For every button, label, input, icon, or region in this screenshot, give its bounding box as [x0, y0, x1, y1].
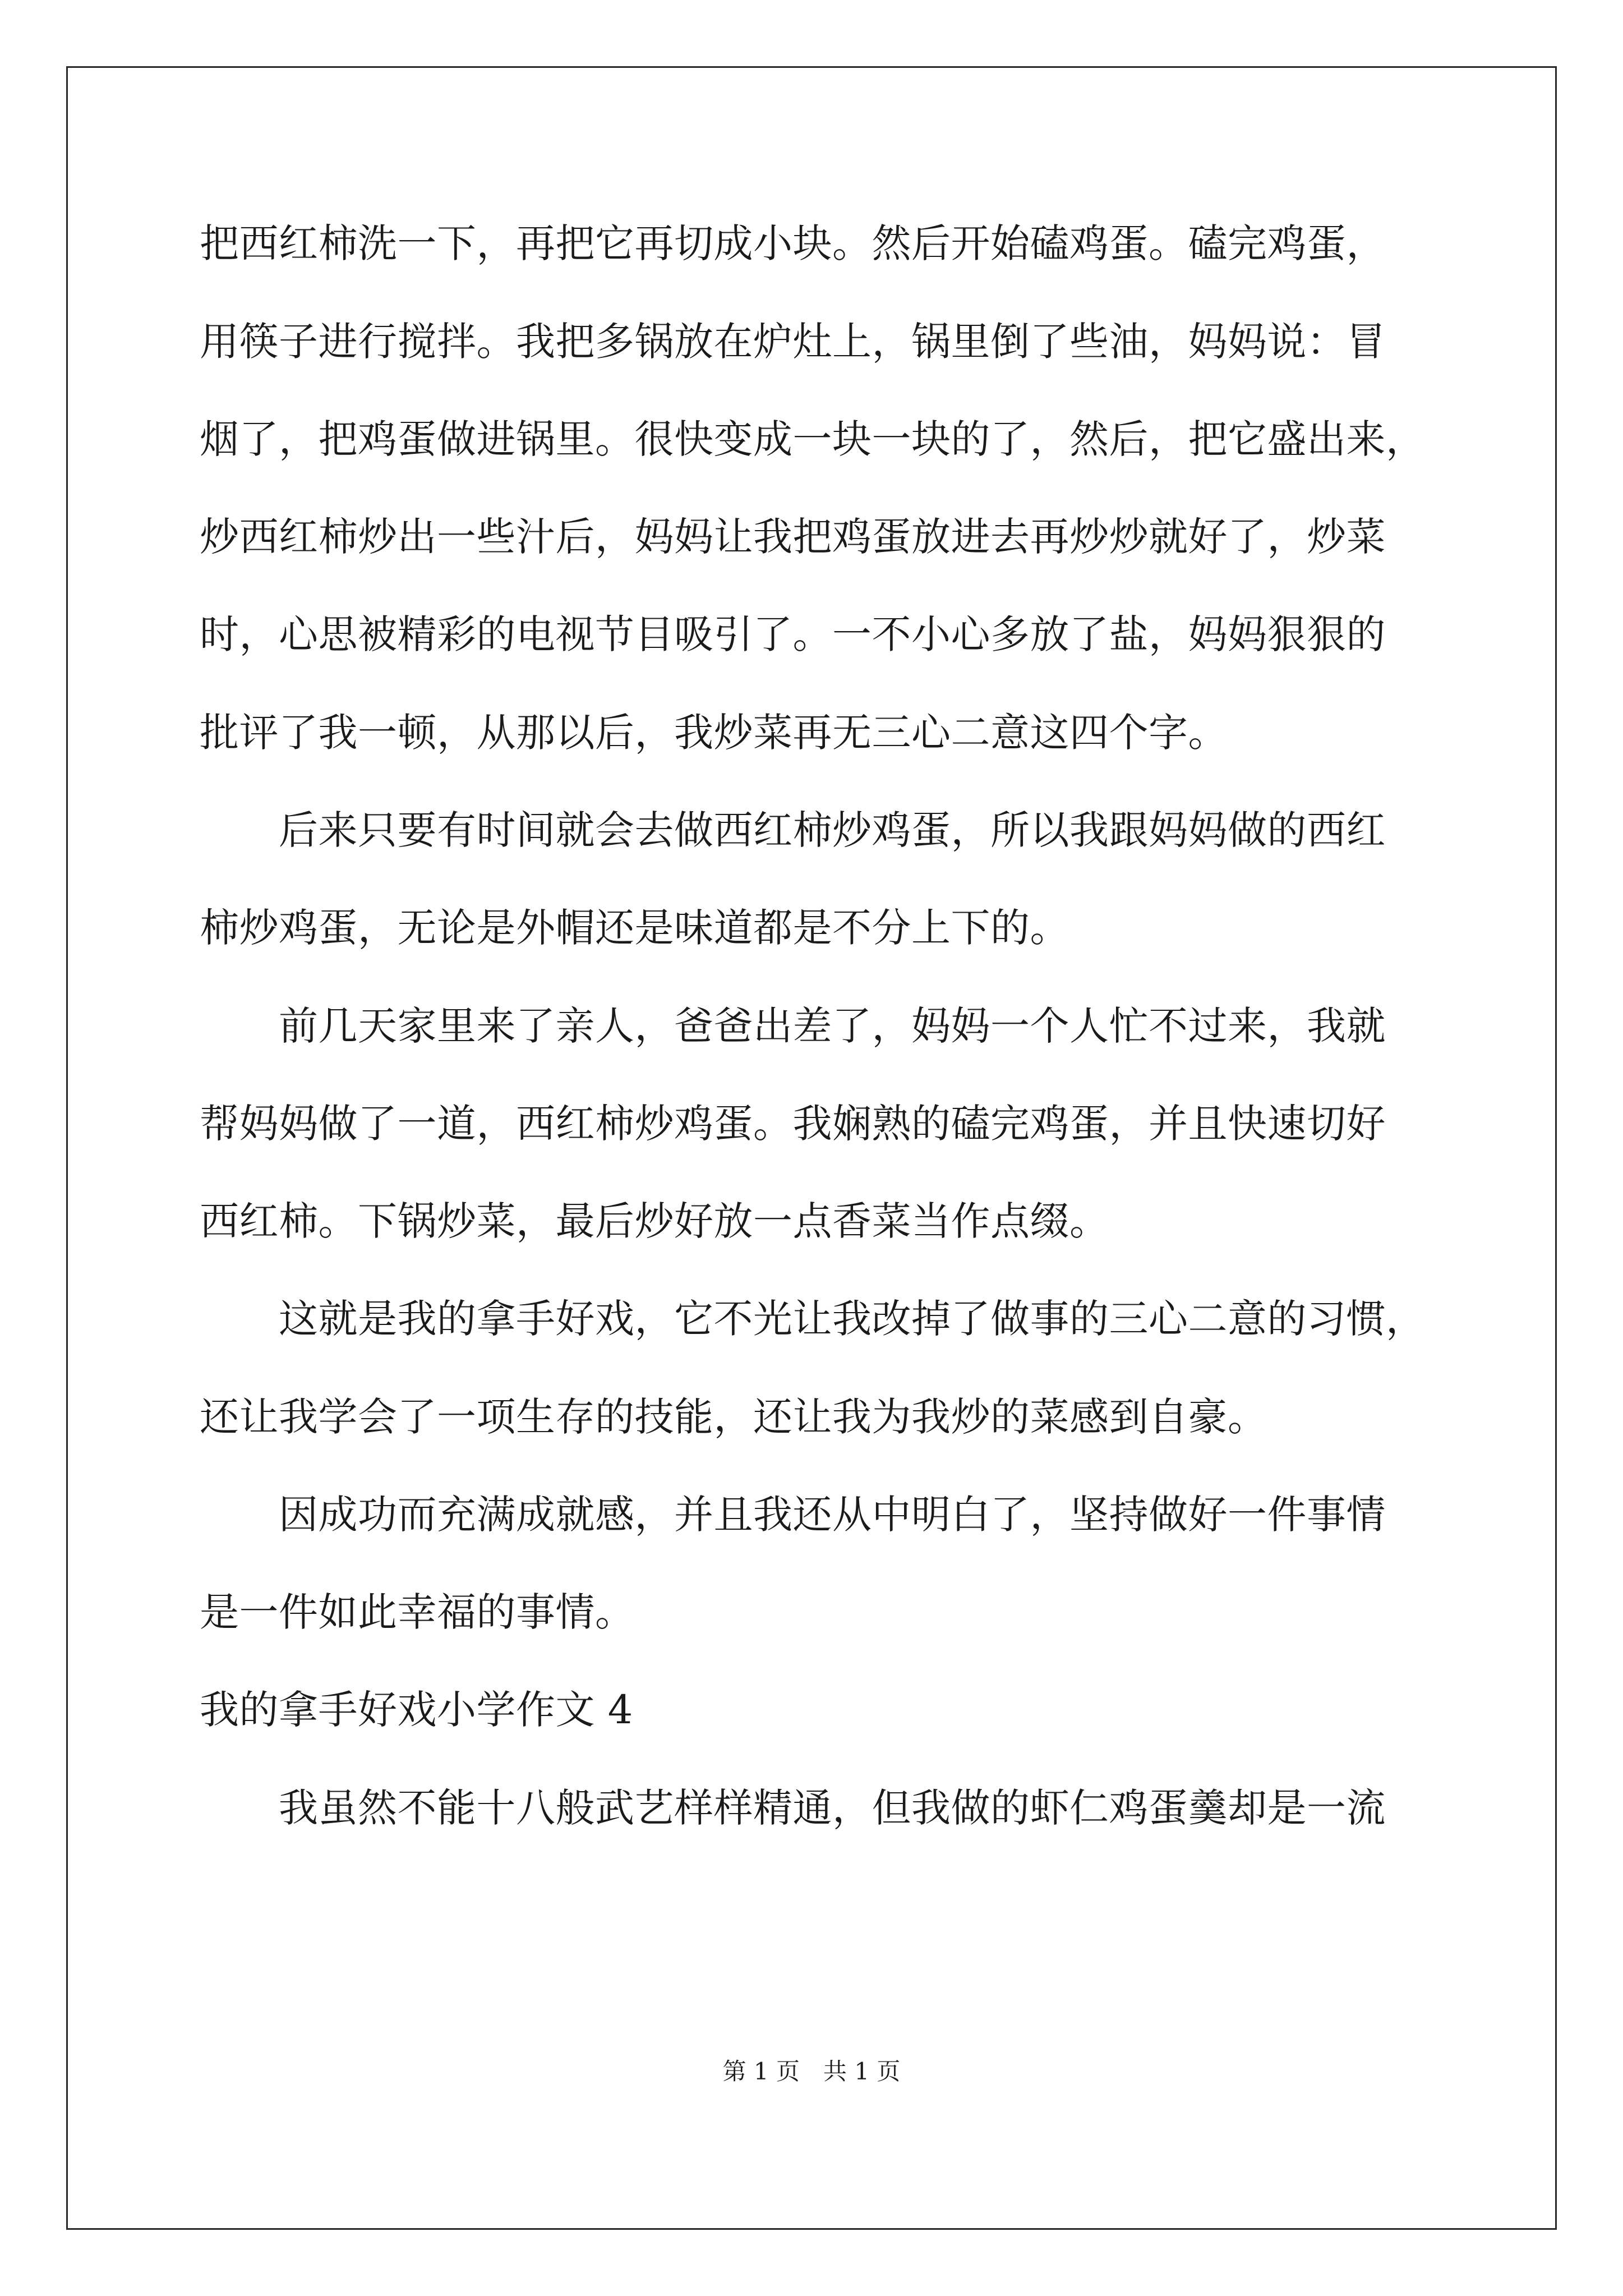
text-line: 炒西红柿炒出一些汁后，妈妈让我把鸡蛋放进去再炒炒就好了，炒菜 [200, 514, 1386, 560]
text-line: 前几天家里来了亲人，爸爸出差了，妈妈一个人忙不过来，我就 [200, 1003, 1386, 1049]
text-line: 这就是我的拿手好戏，它不光让我改掉了做事的三心二意的习惯， [200, 1296, 1426, 1342]
text-line: 帮妈妈做了一道，西红柿炒鸡蛋。我娴熟的磕完鸡蛋，并且快速切好 [200, 1101, 1386, 1147]
text-line: 把西红柿洗一下，再把它再切成小块。然后开始磕鸡蛋。磕完鸡蛋， [200, 220, 1386, 266]
page-border [66, 66, 1557, 2230]
text-line: 西红柿。下锅炒菜，最后炒好放一点香菜当作点缀。 [200, 1198, 1109, 1244]
text-line: 烟了，把鸡蛋做进锅里。很快变成一块一块的了，然后，把它盛出来， [200, 416, 1426, 462]
text-line: 柿炒鸡蛋，无论是外帽还是味道都是不分上下的。 [200, 905, 1069, 951]
section-heading: 我的拿手好戏小学作文 4 [200, 1687, 633, 1733]
text-line: 因成功而充满成就感，并且我还从中明白了，坚持做好一件事情 [200, 1492, 1386, 1538]
text-line: 后来只要有时间就会去做西红柿炒鸡蛋，所以我跟妈妈做的西红 [200, 807, 1386, 853]
page-number-footer: 第 1 页 共 1 页 [722, 2058, 901, 2085]
text-line: 批评了我一顿，从那以后，我炒菜再无三心二意这四个字。 [200, 710, 1228, 756]
text-line: 还让我学会了一项生存的技能，还让我为我炒的菜感到自豪。 [200, 1394, 1267, 1440]
text-line: 我虽然不能十八般武艺样样精通，但我做的虾仁鸡蛋羹却是一流 [200, 1785, 1386, 1831]
text-line: 时，心思被精彩的电视节目吸引了。一不小心多放了盐，妈妈狠狠的 [200, 611, 1386, 657]
text-line: 是一件如此幸福的事情。 [200, 1589, 635, 1635]
text-line: 用筷子进行搅拌。我把多锅放在炉灶上，锅里倒了些油，妈妈说：冒 [200, 319, 1386, 365]
